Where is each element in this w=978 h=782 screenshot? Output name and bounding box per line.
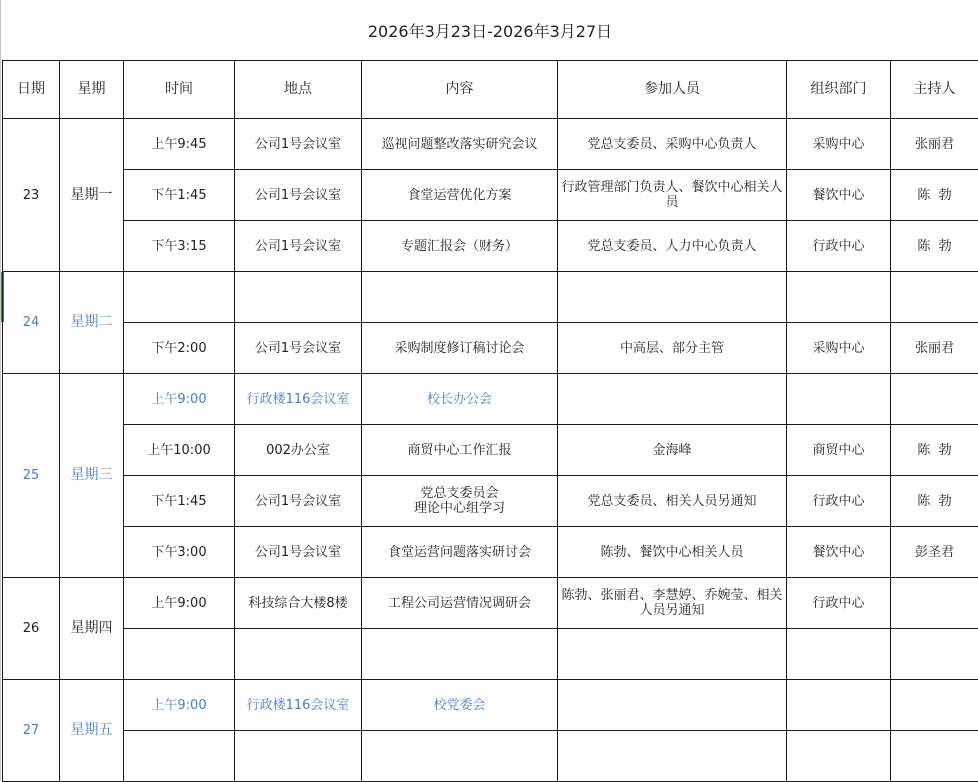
schedule-row bbox=[3, 119, 978, 170]
schedule-row bbox=[3, 731, 978, 782]
cell-place: 科技综合大楼8楼 bbox=[235, 578, 362, 629]
cell-attendees bbox=[558, 272, 787, 323]
cell-date: 27 bbox=[3, 680, 60, 782]
cell-content: 党总支委员会 理论中心组学习 bbox=[362, 476, 558, 527]
cell-weekday: 星期四 bbox=[60, 578, 124, 680]
cell-dept bbox=[787, 272, 891, 323]
cell-dept bbox=[787, 680, 891, 731]
header-place: 地点 bbox=[235, 61, 362, 119]
schedule-title: 2026年3月23日-2026年3月27日 bbox=[1, 0, 978, 60]
cell-time bbox=[124, 629, 235, 680]
cell-time: 下午2:00 bbox=[124, 323, 235, 374]
cell-host: 张丽君 bbox=[891, 323, 978, 374]
cell-time: 下午1:45 bbox=[124, 170, 235, 221]
cell-date: 25 bbox=[3, 374, 60, 578]
cell-content: 食堂运营优化方案 bbox=[362, 170, 558, 221]
cell-host bbox=[891, 731, 978, 782]
cell-host: 彭圣君 bbox=[891, 527, 978, 578]
cell-attendees: 党总支委员、相关人员另通知 bbox=[558, 476, 787, 527]
cell-dept bbox=[787, 374, 891, 425]
cell-dept: 行政中心 bbox=[787, 221, 891, 272]
cell-dept: 采购中心 bbox=[787, 323, 891, 374]
cell-time: 下午1:45 bbox=[124, 476, 235, 527]
cell-time: 上午9:00 bbox=[124, 680, 235, 731]
cell-place bbox=[235, 731, 362, 782]
cell-place bbox=[235, 629, 362, 680]
cell-weekday: 星期二 bbox=[60, 272, 124, 374]
cell-host: 陈 勃 bbox=[891, 425, 978, 476]
cell-attendees bbox=[558, 680, 787, 731]
cell-host bbox=[891, 374, 978, 425]
cell-attendees: 金海峰 bbox=[558, 425, 787, 476]
schedule-row bbox=[3, 476, 978, 527]
cell-content: 商贸中心工作汇报 bbox=[362, 425, 558, 476]
cell-dept bbox=[787, 731, 891, 782]
cell-date: 24 bbox=[3, 272, 60, 374]
schedule-row bbox=[3, 629, 978, 680]
cell-weekday: 星期三 bbox=[60, 374, 124, 578]
cell-time: 上午10:00 bbox=[124, 425, 235, 476]
cell-dept: 采购中心 bbox=[787, 119, 891, 170]
header-content: 内容 bbox=[362, 61, 558, 119]
cell-attendees bbox=[558, 374, 787, 425]
schedule-row bbox=[3, 272, 978, 323]
cell-weekday: 星期一 bbox=[60, 119, 124, 272]
cell-host bbox=[891, 272, 978, 323]
cell-attendees: 行政管理部门负责人、餐饮中心相关人员 bbox=[558, 170, 787, 221]
header-date: 日期 bbox=[3, 61, 60, 119]
cell-attendees bbox=[558, 731, 787, 782]
schedule-row bbox=[3, 578, 978, 629]
cell-date: 26 bbox=[3, 578, 60, 680]
cell-host: 陈 勃 bbox=[891, 221, 978, 272]
header-host: 主持人 bbox=[891, 61, 978, 119]
cell-content bbox=[362, 629, 558, 680]
header-dept: 组织部门 bbox=[787, 61, 891, 119]
cell-place bbox=[235, 272, 362, 323]
header-time: 时间 bbox=[124, 61, 235, 119]
cell-dept: 商贸中心 bbox=[787, 425, 891, 476]
cell-place: 公司1号会议室 bbox=[235, 221, 362, 272]
cell-place: 公司1号会议室 bbox=[235, 476, 362, 527]
cell-content: 巡视问题整改落实研究会议 bbox=[362, 119, 558, 170]
cell-content: 校长办公会 bbox=[362, 374, 558, 425]
cell-host: 陈 勃 bbox=[891, 476, 978, 527]
cell-content: 校党委会 bbox=[362, 680, 558, 731]
cell-weekday: 星期五 bbox=[60, 680, 124, 782]
cell-content: 专题汇报会（财务） bbox=[362, 221, 558, 272]
cell-content bbox=[362, 272, 558, 323]
cell-attendees bbox=[558, 629, 787, 680]
cell-dept: 行政中心 bbox=[787, 476, 891, 527]
cell-place: 002办公室 bbox=[235, 425, 362, 476]
schedule-row bbox=[3, 170, 978, 221]
cell-host: 张丽君 bbox=[891, 119, 978, 170]
cell-place: 公司1号会议室 bbox=[235, 323, 362, 374]
cell-attendees: 中高层、部分主管 bbox=[558, 323, 787, 374]
cell-host: 陈 勃 bbox=[891, 170, 978, 221]
cell-time bbox=[124, 731, 235, 782]
schedule-row bbox=[3, 221, 978, 272]
cell-content: 工程公司运营情况调研会 bbox=[362, 578, 558, 629]
cell-place: 行政楼116会议室 bbox=[235, 680, 362, 731]
cell-dept bbox=[787, 629, 891, 680]
cell-time: 上午9:00 bbox=[124, 374, 235, 425]
cell-place: 公司1号会议室 bbox=[235, 527, 362, 578]
cell-host bbox=[891, 578, 978, 629]
schedule-row bbox=[3, 374, 978, 425]
schedule-body bbox=[3, 119, 978, 782]
schedule-row bbox=[3, 527, 978, 578]
cell-time: 上午9:45 bbox=[124, 119, 235, 170]
schedule-row bbox=[3, 680, 978, 731]
cell-host bbox=[891, 680, 978, 731]
cell-attendees: 党总支委员、采购中心负责人 bbox=[558, 119, 787, 170]
cell-time: 下午3:15 bbox=[124, 221, 235, 272]
meeting-schedule-table bbox=[2, 60, 978, 782]
cell-date: 23 bbox=[3, 119, 60, 272]
schedule-row bbox=[3, 425, 978, 476]
header-attendees: 参加人员 bbox=[558, 61, 787, 119]
cell-place: 公司1号会议室 bbox=[235, 170, 362, 221]
cell-dept: 餐饮中心 bbox=[787, 527, 891, 578]
cell-content: 采购制度修订稿讨论会 bbox=[362, 323, 558, 374]
schedule-row bbox=[3, 323, 978, 374]
cell-dept: 行政中心 bbox=[787, 578, 891, 629]
cell-dept: 餐饮中心 bbox=[787, 170, 891, 221]
cell-place: 公司1号会议室 bbox=[235, 119, 362, 170]
cell-time bbox=[124, 272, 235, 323]
header-row bbox=[3, 61, 978, 119]
cell-attendees: 陈勃、张丽君、李慧婷、乔婉莹、相关人员另通知 bbox=[558, 578, 787, 629]
header-weekday: 星期 bbox=[60, 61, 124, 119]
cell-host bbox=[891, 629, 978, 680]
cell-time: 上午9:00 bbox=[124, 578, 235, 629]
cell-content: 食堂运营问题落实研讨会 bbox=[362, 527, 558, 578]
cell-content bbox=[362, 731, 558, 782]
cell-attendees: 党总支委员、人力中心负责人 bbox=[558, 221, 787, 272]
cell-attendees: 陈勃、餐饮中心相关人员 bbox=[558, 527, 787, 578]
cell-place: 行政楼116会议室 bbox=[235, 374, 362, 425]
cell-time: 下午3:00 bbox=[124, 527, 235, 578]
